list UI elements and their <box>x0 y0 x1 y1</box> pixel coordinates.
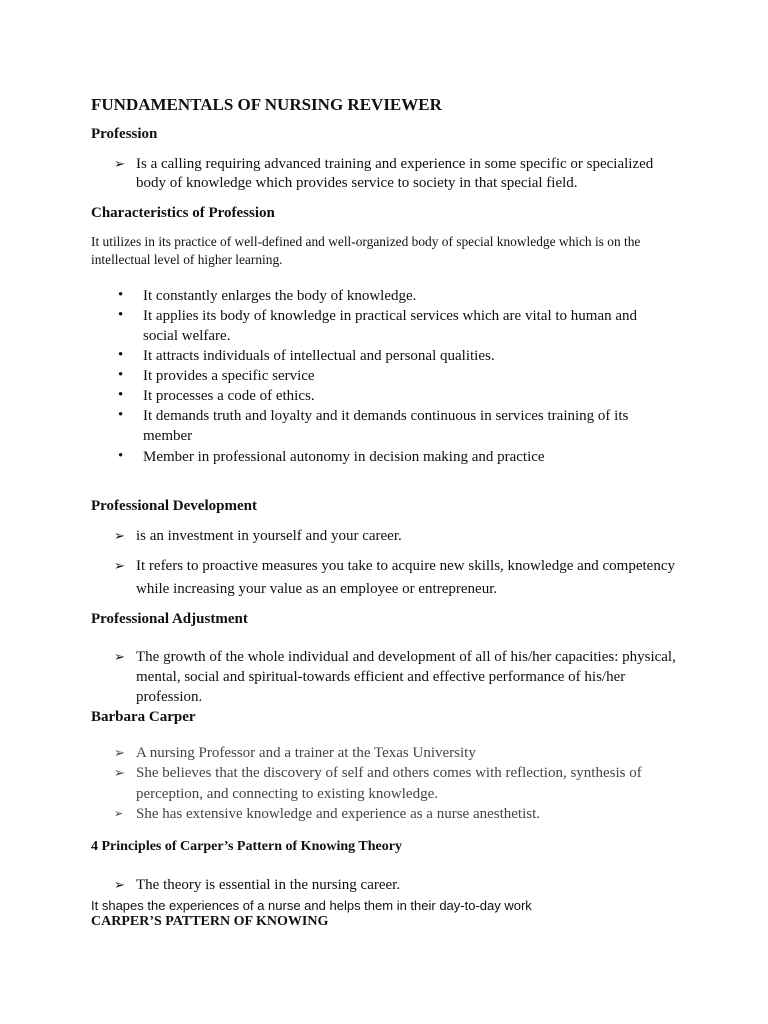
development-line: It refers to proactive measures you take to acquire new skills, knowledge and competency <box>136 558 675 574</box>
profession-line: Is a calling requiring advanced training and experience in some specific or specialized <box>136 156 654 172</box>
heading-profession: Profession <box>91 126 158 142</box>
characteristics-intro-line: intellectual level of higher learning. <box>91 252 283 267</box>
carper-line: She has extensive knowledge and experience as a nurse anesthetist. <box>136 806 541 822</box>
characteristic-item: It applies its body of knowledge in practical services which are vital to human and <box>143 308 638 324</box>
arrow-bullet-icon: ➢ <box>114 157 125 172</box>
bullet-dot-icon: • <box>118 448 124 464</box>
arrow-bullet-icon: ➢ <box>114 650 125 665</box>
arrow-bullet-icon: ➢ <box>114 529 125 544</box>
characteristic-item: It provides a specific service <box>143 368 315 384</box>
principles-point: The theory is essential in the nursing career. <box>136 877 401 893</box>
adjustment-line: mental, social and spiritual-towards efficient and effective performance of his/her <box>136 669 626 685</box>
heading-professional-adjustment: Professional Adjustment <box>91 611 248 627</box>
bullet-dot-icon: • <box>118 367 124 383</box>
profession-line: body of knowledge which provides service to society in that special field. <box>136 175 578 191</box>
adjustment-line: The growth of the whole individual and development of all of his/her capacities: physical, <box>136 649 676 665</box>
heading-professional-development: Professional Development <box>91 498 257 514</box>
carper-line: She believes that the discovery of self and others comes with reflection, synthesis of <box>136 765 642 781</box>
heading-barbara-carper: Barbara Carper <box>91 709 196 725</box>
heading-carper-pattern: CARPER’S PATTERN OF KNOWING <box>91 914 329 929</box>
heading-characteristics: Characteristics of Profession <box>91 205 275 221</box>
bullet-dot-icon: • <box>118 287 124 303</box>
characteristic-item: It demands truth and loyalty and it demands continuous in services training of its <box>143 408 629 424</box>
characteristics-intro-line: It utilizes in its practice of well-defined and well-organized body of special knowledge which is on the <box>91 234 641 249</box>
characteristic-item: It attracts individuals of intellectual and personal qualities. <box>143 348 495 364</box>
characteristic-item-continued: member <box>143 428 193 444</box>
development-line: is an investment in yourself and your career. <box>136 528 402 544</box>
principles-note: It shapes the experiences of a nurse and helps them in their day-to-day work <box>91 898 532 913</box>
arrow-bullet-icon: ➢ <box>114 807 124 820</box>
characteristic-item: Member in professional autonomy in decision making and practice <box>143 449 545 465</box>
characteristic-item: It processes a code of ethics. <box>143 388 315 404</box>
carper-line: A nursing Professor and a trainer at the Texas University <box>136 745 476 761</box>
bullet-dot-icon: • <box>118 387 124 403</box>
arrow-bullet-icon: ➢ <box>114 746 125 761</box>
arrow-bullet-icon: ➢ <box>114 766 125 781</box>
bullet-dot-icon: • <box>118 307 124 323</box>
characteristic-item-continued: social welfare. <box>143 328 231 344</box>
bullet-dot-icon: • <box>118 407 124 423</box>
bullet-dot-icon: • <box>118 347 124 363</box>
arrow-bullet-icon: ➢ <box>114 559 125 574</box>
page-title: FUNDAMENTALS OF NURSING REVIEWER <box>91 95 442 114</box>
heading-four-principles: 4 Principles of Carper’s Pattern of Knowing Theory <box>91 839 402 854</box>
carper-line: perception, and connecting to existing knowledge. <box>136 786 438 802</box>
adjustment-line: profession. <box>136 689 203 705</box>
development-line: while increasing your value as an employee or entrepreneur. <box>136 581 498 597</box>
arrow-bullet-icon: ➢ <box>114 878 125 893</box>
characteristic-item: It constantly enlarges the body of knowledge. <box>143 288 417 304</box>
